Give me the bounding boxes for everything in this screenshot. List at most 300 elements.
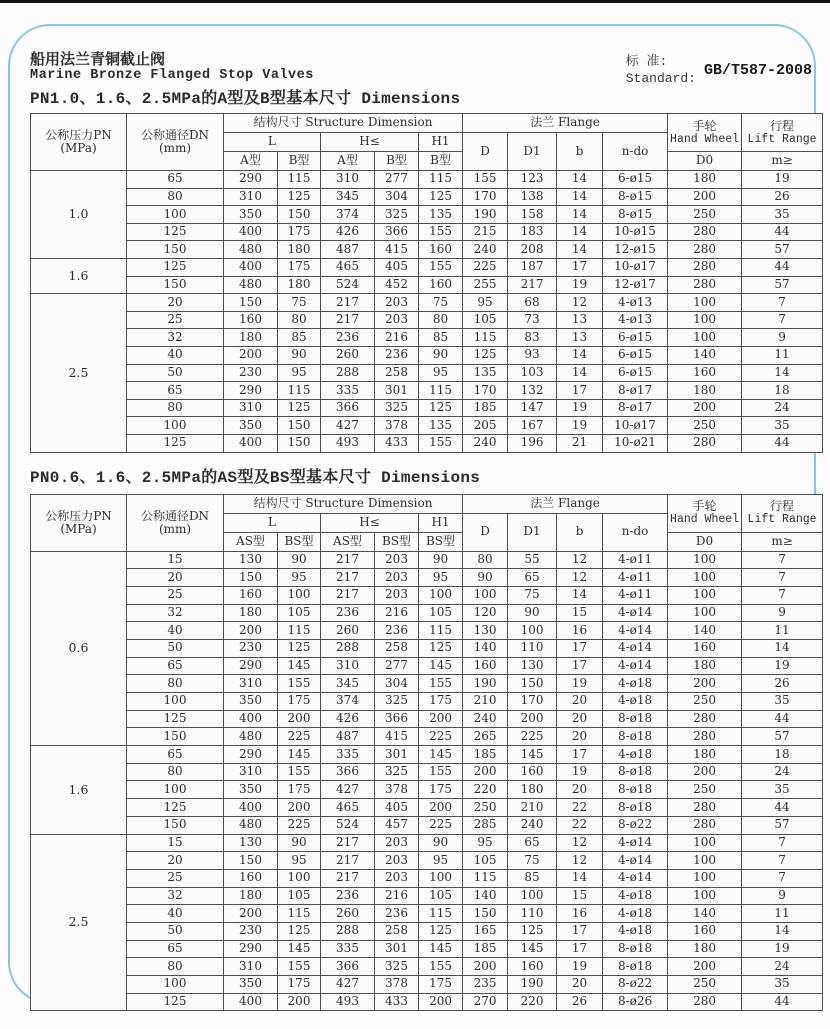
table-cell: 80 <box>127 188 224 206</box>
table-cell: 350 <box>224 417 278 435</box>
table-cell: 110 <box>508 905 557 923</box>
col-D: D <box>463 513 508 551</box>
table-cell: 105 <box>278 604 321 622</box>
table-cell: 80 <box>278 311 321 329</box>
table-cell: 95 <box>278 364 321 382</box>
table-cell: 115 <box>278 622 321 640</box>
table-cell: 14 <box>557 223 603 241</box>
table-cell: 14 <box>742 922 823 940</box>
table-cell: 175 <box>278 258 321 276</box>
table-cell: 100 <box>419 586 463 604</box>
table-cell: 4-ø14 <box>603 622 668 640</box>
table-cell: 160 <box>668 364 742 382</box>
table-cell: 426 <box>321 710 375 728</box>
table-cell: 290 <box>224 657 278 675</box>
table-cell: 14 <box>742 364 823 382</box>
table-cell: 465 <box>321 258 375 276</box>
table-cell: 85 <box>508 869 557 887</box>
table-cell: 350 <box>224 693 278 711</box>
table-cell: 216 <box>375 887 419 905</box>
table-cell: 16 <box>557 905 603 923</box>
table-cell: 203 <box>375 869 419 887</box>
table-cell: 203 <box>375 311 419 329</box>
table-cell: 100 <box>668 569 742 587</box>
table-cell: 7 <box>742 834 823 852</box>
table-cell: 145 <box>508 746 557 764</box>
table-cell: 150 <box>508 675 557 693</box>
table-row <box>31 417 823 435</box>
table-cell: 277 <box>375 171 419 189</box>
table-cell: 32 <box>127 604 224 622</box>
table-cell: 280 <box>668 258 742 276</box>
table-cell: 10-ø15 <box>603 223 668 241</box>
table-cell: 115 <box>419 622 463 640</box>
table-cell: 457 <box>375 816 419 834</box>
table-cell: 285 <box>463 816 508 834</box>
table-cell: 57 <box>742 241 823 259</box>
table-cell: 427 <box>321 781 375 799</box>
col-diameter-cn: 公称通径DN <box>140 508 210 523</box>
table-cell: 6-ø15 <box>603 346 668 364</box>
table-cell: 125 <box>419 922 463 940</box>
table-cell: 19 <box>742 657 823 675</box>
table-row <box>31 241 823 259</box>
table-cell: 22 <box>557 799 603 817</box>
col-H: H≤ <box>321 513 419 532</box>
table-cell: 280 <box>668 799 742 817</box>
table-cell: 180 <box>668 382 742 400</box>
table-cell: 400 <box>224 710 278 728</box>
table-cell: 93 <box>508 346 557 364</box>
table-cell: 250 <box>668 693 742 711</box>
pressure-group-cell: 1.6 <box>31 746 127 834</box>
col-D1: D1 <box>508 133 557 171</box>
table-cell: 19 <box>742 940 823 958</box>
table-cell: 288 <box>321 922 375 940</box>
table-cell: 290 <box>224 382 278 400</box>
table-cell: 16 <box>557 622 603 640</box>
col-handwheel-cn: 手轮 <box>692 118 717 133</box>
table-cell: 215 <box>463 223 508 241</box>
table-cell: 240 <box>508 816 557 834</box>
table-cell: 415 <box>375 728 419 746</box>
table-cell: 10-ø17 <box>603 417 668 435</box>
table-row <box>31 551 823 569</box>
table-cell: 100 <box>127 417 224 435</box>
table-cell: 235 <box>463 976 508 994</box>
table-cell: 258 <box>375 922 419 940</box>
table-cell: 14 <box>557 171 603 189</box>
table-row <box>31 869 823 887</box>
table-cell: 15 <box>557 887 603 905</box>
table-cell: 160 <box>508 958 557 976</box>
table-cell: 230 <box>224 364 278 382</box>
col-flange: 法兰 Flange <box>463 114 668 133</box>
table-cell: 125 <box>419 188 463 206</box>
table-cell: 90 <box>278 346 321 364</box>
table-cell: 90 <box>419 346 463 364</box>
col-type-b3: B型 <box>419 152 463 171</box>
table-cell: 480 <box>224 276 278 294</box>
table-row <box>31 675 823 693</box>
table-cell: 170 <box>508 693 557 711</box>
table-cell: 427 <box>321 976 375 994</box>
table-cell: 57 <box>742 276 823 294</box>
table-cell: 217 <box>321 586 375 604</box>
table-cell: 190 <box>463 206 508 224</box>
table-cell: 18 <box>742 382 823 400</box>
table-cell: 150 <box>224 852 278 870</box>
table-cell: 415 <box>375 241 419 259</box>
table-cell: 105 <box>463 852 508 870</box>
table-cell: 4-ø14 <box>603 657 668 675</box>
table-cell: 200 <box>463 763 508 781</box>
table-cell: 158 <box>508 206 557 224</box>
table-cell: 83 <box>508 329 557 347</box>
table-cell: 19 <box>557 958 603 976</box>
table-cell: 175 <box>419 976 463 994</box>
table-cell: 325 <box>375 206 419 224</box>
dimension-table-ab <box>30 113 823 453</box>
table-cell: 44 <box>742 993 823 1011</box>
table-cell: 4-ø18 <box>603 905 668 923</box>
table-cell: 8-ø18 <box>603 781 668 799</box>
table-cell: 35 <box>742 417 823 435</box>
table-cell: 13 <box>557 329 603 347</box>
table-cell: 210 <box>463 693 508 711</box>
table-cell: 175 <box>278 781 321 799</box>
document-header <box>30 51 824 113</box>
table-cell: 65 <box>508 569 557 587</box>
table-cell: 145 <box>419 746 463 764</box>
table-cell: 125 <box>127 993 224 1011</box>
table-cell: 125 <box>127 258 224 276</box>
table-cell: 180 <box>508 781 557 799</box>
table-cell: 20 <box>557 710 603 728</box>
table-cell: 105 <box>463 311 508 329</box>
table-cell: 100 <box>508 622 557 640</box>
col-handwheel-en: Hand Wheel <box>670 132 740 146</box>
table-cell: 325 <box>375 763 419 781</box>
table-cell: 180 <box>278 241 321 259</box>
table-row <box>31 799 823 817</box>
table-cell: 12 <box>557 834 603 852</box>
table-cell: 140 <box>668 346 742 364</box>
table-cell: 123 <box>508 171 557 189</box>
table-cell: 196 <box>508 434 557 452</box>
table-cell: 236 <box>375 622 419 640</box>
col-handwheel <box>668 114 742 152</box>
table-cell: 8-ø18 <box>603 710 668 728</box>
table-cell: 11 <box>742 905 823 923</box>
table-cell: 115 <box>419 171 463 189</box>
table-cell: 150 <box>278 206 321 224</box>
table-cell: 160 <box>668 639 742 657</box>
table-row <box>31 329 823 347</box>
table-cell: 378 <box>375 417 419 435</box>
table-cell: 140 <box>463 887 508 905</box>
table-cell: 14 <box>557 188 603 206</box>
table-cell: 8-ø18 <box>603 728 668 746</box>
table-row <box>31 816 823 834</box>
table-cell: 8-ø15 <box>603 206 668 224</box>
table-cell: 26 <box>557 993 603 1011</box>
table-cell: 14 <box>557 346 603 364</box>
table-cell: 200 <box>224 622 278 640</box>
col-type-b1: B型 <box>278 152 321 171</box>
table-cell: 105 <box>278 887 321 905</box>
table-cell: 12-ø15 <box>603 241 668 259</box>
table-cell: 40 <box>127 905 224 923</box>
table-cell: 240 <box>463 710 508 728</box>
table-cell: 17 <box>557 746 603 764</box>
table-cell: 125 <box>419 399 463 417</box>
table-cell: 44 <box>742 258 823 276</box>
table-row <box>31 188 823 206</box>
table-cell: 200 <box>278 710 321 728</box>
col-lift-cn: 行程 <box>770 499 795 513</box>
table-cell: 125 <box>419 639 463 657</box>
table-cell: 90 <box>419 834 463 852</box>
col-n-do: n-do <box>603 513 668 551</box>
table-cell: 366 <box>375 710 419 728</box>
table-cell: 524 <box>321 816 375 834</box>
table-cell: 7 <box>742 569 823 587</box>
table-cell: 140 <box>668 905 742 923</box>
table-cell: 17 <box>557 639 603 657</box>
col-type-as1: AS型 <box>224 532 278 551</box>
table-cell: 210 <box>508 799 557 817</box>
standard-label-cn: 标 准: <box>625 54 668 69</box>
col-lift-en: Lift Range <box>747 513 817 526</box>
table-cell: 366 <box>375 223 419 241</box>
table-cell: 480 <box>224 728 278 746</box>
table-cell: 200 <box>278 799 321 817</box>
table-cell: 433 <box>375 434 419 452</box>
table-cell: 65 <box>127 171 224 189</box>
table-cell: 225 <box>419 728 463 746</box>
table-cell: 325 <box>375 958 419 976</box>
table-cell: 433 <box>375 993 419 1011</box>
table-row <box>31 922 823 940</box>
table-cell: 350 <box>224 976 278 994</box>
col-handwheel <box>668 494 742 532</box>
table-cell: 95 <box>463 834 508 852</box>
col-n-do: n-do <box>603 133 668 171</box>
col-b: b <box>557 133 603 171</box>
table-cell: 65 <box>127 657 224 675</box>
table-row <box>31 569 823 587</box>
table-cell: 203 <box>375 551 419 569</box>
table-cell: 6-ø15 <box>603 171 668 189</box>
table-cell: 190 <box>508 976 557 994</box>
table-cell: 105 <box>419 887 463 905</box>
table-cell: 65 <box>127 746 224 764</box>
table-cell: 138 <box>508 188 557 206</box>
table-cell: 180 <box>668 940 742 958</box>
table-cell: 150 <box>127 241 224 259</box>
table-cell: 115 <box>278 171 321 189</box>
table-row <box>31 276 823 294</box>
table-cell: 132 <box>508 382 557 400</box>
table-cell: 4-ø11 <box>603 569 668 587</box>
col-type-bs2: BS型 <box>375 532 419 551</box>
table-cell: 57 <box>742 816 823 834</box>
table-cell: 145 <box>419 940 463 958</box>
table-cell: 240 <box>463 434 508 452</box>
table-cell: 150 <box>224 569 278 587</box>
col-m: m≥ <box>742 532 823 551</box>
table-cell: 524 <box>321 276 375 294</box>
table-cell: 12-ø17 <box>603 276 668 294</box>
table-cell: 145 <box>508 940 557 958</box>
table-cell: 100 <box>278 869 321 887</box>
table-cell: 217 <box>321 852 375 870</box>
table-cell: 125 <box>127 434 224 452</box>
table-cell: 25 <box>127 586 224 604</box>
table-cell: 24 <box>742 958 823 976</box>
table-cell: 480 <box>224 241 278 259</box>
col-diameter-unit: (mm) <box>158 141 192 155</box>
col-structure: 结构尺寸 Structure Dimension <box>224 494 463 513</box>
table-cell: 140 <box>668 622 742 640</box>
table-cell: 50 <box>127 922 224 940</box>
table2-title: PN0.6、1.6、2.5MPa的AS型及BS型基本尺寸 Dimensions <box>30 468 481 487</box>
col-H1: H1 <box>419 133 463 152</box>
table-cell: 230 <box>224 639 278 657</box>
col-pressure-cn: 公称压力PN <box>45 128 112 142</box>
table-cell: 290 <box>224 171 278 189</box>
table-row <box>31 763 823 781</box>
table-cell: 14 <box>557 206 603 224</box>
pressure-group-cell: 0.6 <box>31 551 127 746</box>
table-cell: 301 <box>375 940 419 958</box>
table-cell: 75 <box>278 294 321 312</box>
table-cell: 310 <box>321 657 375 675</box>
table-cell: 135 <box>463 364 508 382</box>
col-D0: D0 <box>668 532 742 551</box>
table-cell: 100 <box>668 834 742 852</box>
table-cell: 452 <box>375 276 419 294</box>
table-cell: 19 <box>742 171 823 189</box>
table-cell: 200 <box>419 710 463 728</box>
col-H: H≤ <box>321 133 419 152</box>
table-row <box>31 223 823 241</box>
table-cell: 115 <box>278 382 321 400</box>
table-cell: 258 <box>375 364 419 382</box>
table-cell: 310 <box>321 171 375 189</box>
table-cell: 265 <box>463 728 508 746</box>
table-cell: 465 <box>321 799 375 817</box>
table-cell: 100 <box>278 586 321 604</box>
table-cell: 301 <box>375 382 419 400</box>
table-cell: 17 <box>557 382 603 400</box>
table-cell: 125 <box>127 710 224 728</box>
table-cell: 150 <box>278 434 321 452</box>
table-cell: 225 <box>508 728 557 746</box>
table-cell: 180 <box>668 746 742 764</box>
table-cell: 160 <box>463 657 508 675</box>
table-cell: 200 <box>668 188 742 206</box>
table-cell: 175 <box>278 223 321 241</box>
table-cell: 10-ø17 <box>603 258 668 276</box>
table-cell: 200 <box>224 346 278 364</box>
table-cell: 203 <box>375 294 419 312</box>
table-cell: 125 <box>278 922 321 940</box>
table-cell: 216 <box>375 329 419 347</box>
table-cell: 35 <box>742 976 823 994</box>
table-cell: 480 <box>224 816 278 834</box>
table-cell: 12 <box>557 551 603 569</box>
table-cell: 24 <box>742 399 823 417</box>
pressure-group-cell: 1.0 <box>31 171 127 259</box>
table-cell: 90 <box>508 604 557 622</box>
table-cell: 4-ø11 <box>603 551 668 569</box>
table-cell: 4-ø13 <box>603 294 668 312</box>
table-cell: 180 <box>668 657 742 675</box>
col-pressure-unit: (MPa) <box>60 521 97 536</box>
table-cell: 185 <box>463 940 508 958</box>
table-cell: 250 <box>668 417 742 435</box>
table-cell: 17 <box>557 940 603 958</box>
table-cell: 20 <box>557 693 603 711</box>
table-cell: 345 <box>321 188 375 206</box>
table-row <box>31 976 823 994</box>
table-cell: 4-ø13 <box>603 311 668 329</box>
table-cell: 115 <box>463 329 508 347</box>
table-cell: 90 <box>278 834 321 852</box>
table-cell: 260 <box>321 346 375 364</box>
table-cell: 100 <box>419 869 463 887</box>
table-cell: 180 <box>224 329 278 347</box>
col-D: D <box>463 133 508 171</box>
table-cell: 180 <box>224 604 278 622</box>
table-cell: 32 <box>127 329 224 347</box>
table-cell: 26 <box>742 188 823 206</box>
table-cell: 180 <box>278 276 321 294</box>
table-cell: 15 <box>127 834 224 852</box>
table-cell: 155 <box>419 763 463 781</box>
table-cell: 75 <box>419 294 463 312</box>
standard-block <box>626 53 812 87</box>
table-cell: 400 <box>224 434 278 452</box>
col-handwheel-en: Hand Wheel <box>670 513 740 526</box>
table-cell: 44 <box>742 710 823 728</box>
table-cell: 236 <box>321 887 375 905</box>
table-row <box>31 346 823 364</box>
table-cell: 147 <box>508 399 557 417</box>
table-cell: 7 <box>742 311 823 329</box>
table-cell: 236 <box>375 905 419 923</box>
table-cell: 32 <box>127 887 224 905</box>
table-cell: 24 <box>742 763 823 781</box>
table-cell: 7 <box>742 586 823 604</box>
table-cell: 8-ø26 <box>603 993 668 1011</box>
table-cell: 280 <box>668 434 742 452</box>
table-cell: 6-ø15 <box>603 364 668 382</box>
table-cell: 85 <box>419 329 463 347</box>
table-cell: 100 <box>508 887 557 905</box>
table-cell: 115 <box>419 905 463 923</box>
table-row <box>31 781 823 799</box>
table-cell: 277 <box>375 657 419 675</box>
table-cell: 200 <box>224 905 278 923</box>
table-cell: 165 <box>463 922 508 940</box>
table-cell: 9 <box>742 329 823 347</box>
table-cell: 4-ø14 <box>603 852 668 870</box>
table-cell: 217 <box>321 569 375 587</box>
table-row <box>31 993 823 1011</box>
